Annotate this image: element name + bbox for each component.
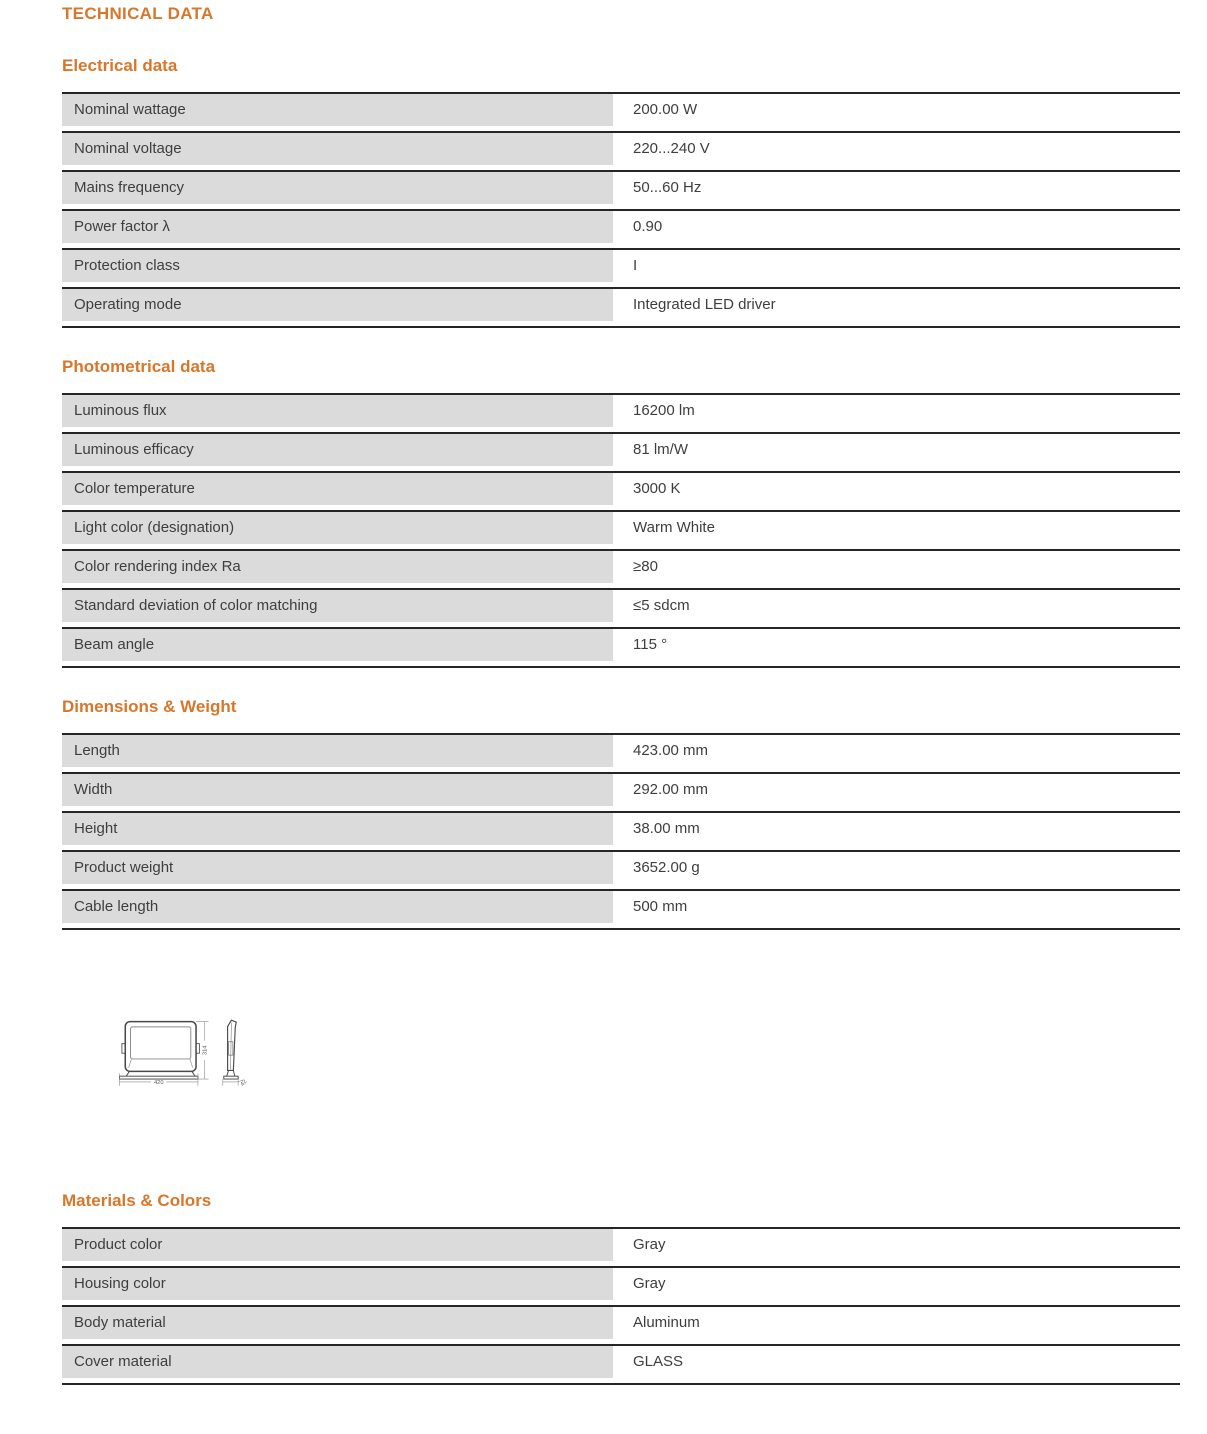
spec-key: Color rendering index Ra xyxy=(62,551,613,583)
spec-key: Color temperature xyxy=(62,473,613,505)
spec-key: Mains frequency xyxy=(62,172,613,204)
spec-value: 38.00 mm xyxy=(633,820,700,837)
spec-key: Body material xyxy=(62,1307,613,1339)
spec-value: Integrated LED driver xyxy=(633,296,776,313)
materials-colors-table xyxy=(62,1227,1180,1385)
spec-row xyxy=(62,131,1180,165)
spec-row xyxy=(62,588,1180,622)
floodlight-front-view xyxy=(120,1022,200,1079)
dimension-label-width: 420 xyxy=(153,1080,164,1087)
spec-row xyxy=(62,248,1180,282)
spec-value: 0.90 xyxy=(633,218,663,235)
spec-key: Luminous flux xyxy=(62,395,613,427)
spec-key: Nominal voltage xyxy=(62,133,613,165)
spec-key: Width xyxy=(62,774,613,806)
section-heading-photometrical: Photometrical data xyxy=(62,357,216,376)
spec-row xyxy=(62,733,1180,767)
spec-key: Product weight xyxy=(62,852,613,884)
spec-row xyxy=(62,1266,1180,1300)
spec-value: GLASS xyxy=(633,1353,684,1370)
spec-key: Product color xyxy=(62,1229,613,1261)
spec-key: Length xyxy=(62,735,613,767)
spec-value: ≤5 sdcm xyxy=(633,597,690,614)
spec-row xyxy=(62,471,1180,505)
spec-value: 200.00 W xyxy=(633,101,698,118)
spec-key: Housing color xyxy=(62,1268,613,1300)
spec-row xyxy=(62,170,1180,204)
section-heading-materials: Materials & Colors xyxy=(62,1191,212,1210)
page-title: TECHNICAL DATA xyxy=(62,4,214,23)
electrical-data-table xyxy=(62,92,1180,328)
section-dimensions-weight xyxy=(62,696,1180,930)
spec-row xyxy=(62,209,1180,243)
section-heading-electrical: Electrical data xyxy=(62,56,178,75)
spec-row xyxy=(62,772,1180,806)
dimension-label-depth: 42 xyxy=(239,1078,249,1088)
spec-key: Height xyxy=(62,813,613,845)
spec-row xyxy=(62,393,1180,427)
section-photometrical-data xyxy=(62,356,1180,668)
spec-value: 3000 K xyxy=(633,480,681,497)
spec-value: I xyxy=(633,257,638,274)
spec-key: Operating mode xyxy=(62,289,613,321)
spec-row xyxy=(62,92,1180,126)
spec-value: 292.00 mm xyxy=(633,781,709,798)
spec-value: 16200 lm xyxy=(633,402,695,419)
spec-key: Protection class xyxy=(62,250,613,282)
photometrical-data-table xyxy=(62,393,1180,668)
spec-key: Cover material xyxy=(62,1346,613,1378)
spec-value: Gray xyxy=(633,1236,666,1253)
spec-value: 81 lm/W xyxy=(633,441,689,458)
spec-key: Beam angle xyxy=(62,629,613,661)
spec-value: Warm White xyxy=(633,519,715,536)
spec-row xyxy=(62,627,1180,661)
spec-row xyxy=(62,1305,1180,1339)
spec-row xyxy=(62,811,1180,845)
spec-key: Light color (designation) xyxy=(62,512,613,544)
spec-value: Gray xyxy=(633,1275,666,1292)
floodlight-side-view xyxy=(224,1020,238,1079)
spec-row xyxy=(62,889,1180,923)
spec-value: 50...60 Hz xyxy=(633,179,702,196)
spec-row xyxy=(62,287,1180,321)
spec-key: Power factor λ xyxy=(62,211,613,243)
section-materials-colors xyxy=(62,1190,1180,1385)
spec-key: Cable length xyxy=(62,891,613,923)
spec-row xyxy=(62,432,1180,466)
spec-value: 423.00 mm xyxy=(633,742,709,759)
product-dimension-drawing xyxy=(112,1014,282,1102)
section-heading-dimensions: Dimensions & Weight xyxy=(62,697,237,716)
spec-value: 115 ° xyxy=(633,636,668,653)
spec-value: 500 mm xyxy=(633,898,688,915)
spec-row xyxy=(62,850,1180,884)
spec-row xyxy=(62,1227,1180,1261)
spec-row xyxy=(62,1344,1180,1378)
spec-row xyxy=(62,549,1180,583)
dimension-label-height: 314 xyxy=(202,1045,209,1056)
spec-value: 3652.00 g xyxy=(633,859,700,876)
section-electrical-data xyxy=(62,55,1180,328)
dimensions-weight-table xyxy=(62,733,1180,930)
spec-value: 220...240 V xyxy=(633,140,710,157)
spec-key: Nominal wattage xyxy=(62,94,613,126)
spec-row xyxy=(62,510,1180,544)
spec-key: Standard deviation of color matching xyxy=(62,590,613,622)
spec-value: ≥80 xyxy=(633,558,658,575)
spec-value: Aluminum xyxy=(633,1314,700,1331)
spec-key: Luminous efficacy xyxy=(62,434,613,466)
